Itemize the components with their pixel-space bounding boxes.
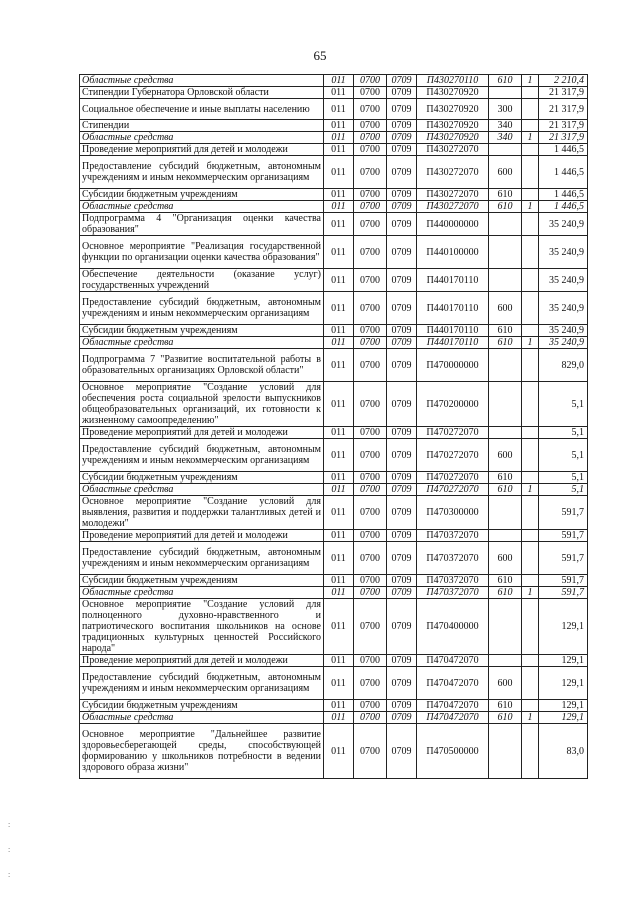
- row-source-flag: [522, 496, 539, 530]
- row-name: Предоставление субсидий бюджетным, автономным учреждениям и иным некоммерческим организациям: [80, 156, 324, 189]
- row-source-flag: [522, 667, 539, 700]
- row-amount: 129,1: [539, 667, 588, 700]
- row-amount: 1 446,5: [539, 201, 588, 213]
- row-target-article: П430270920: [417, 87, 489, 99]
- row-target-article: П440000000: [417, 213, 489, 236]
- row-source-flag: [522, 655, 539, 667]
- row-target-article: П430270920: [417, 120, 489, 132]
- row-amount: 5,1: [539, 484, 588, 496]
- row-ved-code: 011: [324, 349, 354, 382]
- row-target-article: П440170110: [417, 325, 489, 337]
- row-section-code: 0700: [354, 120, 387, 132]
- row-subsection-code: 0709: [387, 712, 417, 724]
- margin-mark: :: [8, 820, 11, 829]
- row-name: Основное мероприятие "Создание условий для обеспечения роста социальной зрелости выпускников общеобразовательных организаций, их готовности к жизненному самоопределению": [80, 382, 324, 427]
- row-target-article: П440100000: [417, 236, 489, 269]
- row-expense-type: 610: [489, 201, 522, 213]
- table-row: [80, 132, 588, 144]
- row-target-article: П470372070: [417, 587, 489, 599]
- row-source-flag: [522, 269, 539, 292]
- row-ved-code: 011: [324, 382, 354, 427]
- table-row: [80, 496, 588, 530]
- table-row: [80, 472, 588, 484]
- row-amount: 5,1: [539, 439, 588, 472]
- row-subsection-code: 0709: [387, 156, 417, 189]
- row-subsection-code: 0709: [387, 667, 417, 700]
- row-ved-code: 011: [324, 599, 354, 655]
- row-section-code: 0700: [354, 156, 387, 189]
- row-amount: 1 446,5: [539, 156, 588, 189]
- row-ved-code: 011: [324, 292, 354, 325]
- table-row: [80, 530, 588, 542]
- table-row: [80, 120, 588, 132]
- row-target-article: П470372070: [417, 575, 489, 587]
- row-source-flag: 1: [522, 75, 539, 87]
- row-source-flag: [522, 530, 539, 542]
- row-source-flag: [522, 575, 539, 587]
- row-target-article: П470272070: [417, 427, 489, 439]
- row-ved-code: 011: [324, 189, 354, 201]
- row-expense-type: [489, 87, 522, 99]
- row-amount: 1 446,5: [539, 144, 588, 156]
- row-expense-type: 600: [489, 542, 522, 575]
- row-expense-type: [489, 530, 522, 542]
- row-expense-type: 600: [489, 667, 522, 700]
- row-expense-type: [489, 382, 522, 427]
- row-target-article: П470472070: [417, 700, 489, 712]
- row-source-flag: [522, 599, 539, 655]
- margin-mark: :: [8, 870, 11, 879]
- row-name: Областные средства: [80, 132, 324, 144]
- row-ved-code: 011: [324, 439, 354, 472]
- row-target-article: П470472070: [417, 712, 489, 724]
- row-target-article: П440170110: [417, 269, 489, 292]
- row-name: Областные средства: [80, 337, 324, 349]
- table-row: [80, 587, 588, 599]
- row-source-flag: [522, 700, 539, 712]
- row-section-code: 0700: [354, 87, 387, 99]
- row-source-flag: 1: [522, 337, 539, 349]
- row-section-code: 0700: [354, 382, 387, 427]
- row-section-code: 0700: [354, 599, 387, 655]
- row-subsection-code: 0709: [387, 87, 417, 99]
- row-expense-type: [489, 724, 522, 779]
- row-ved-code: 011: [324, 542, 354, 575]
- table-row: [80, 349, 588, 382]
- row-name: Областные средства: [80, 587, 324, 599]
- row-target-article: П470400000: [417, 599, 489, 655]
- row-name: Предоставление субсидий бюджетным, автономным учреждениям и иным некоммерческим организациям: [80, 292, 324, 325]
- table-row: [80, 87, 588, 99]
- row-name: Проведение мероприятий для детей и молодежи: [80, 655, 324, 667]
- row-source-flag: [522, 120, 539, 132]
- row-expense-type: 610: [489, 587, 522, 599]
- row-subsection-code: 0709: [387, 269, 417, 292]
- row-target-article: П470500000: [417, 724, 489, 779]
- row-name: Основное мероприятие "Реализация государственной функции по организации оценки качества образования": [80, 236, 324, 269]
- row-amount: 21 317,9: [539, 132, 588, 144]
- row-amount: 21 317,9: [539, 120, 588, 132]
- row-ved-code: 011: [324, 712, 354, 724]
- row-target-article: П430272070: [417, 156, 489, 189]
- row-section-code: 0700: [354, 201, 387, 213]
- table-row: [80, 382, 588, 427]
- row-source-flag: [522, 189, 539, 201]
- row-amount: 35 240,9: [539, 269, 588, 292]
- row-expense-type: [489, 349, 522, 382]
- row-ved-code: 011: [324, 655, 354, 667]
- row-amount: 35 240,9: [539, 236, 588, 269]
- row-amount: 35 240,9: [539, 325, 588, 337]
- row-subsection-code: 0709: [387, 325, 417, 337]
- row-target-article: П470272070: [417, 484, 489, 496]
- table-row: [80, 700, 588, 712]
- row-subsection-code: 0709: [387, 530, 417, 542]
- row-ved-code: 011: [324, 120, 354, 132]
- row-expense-type: 610: [489, 700, 522, 712]
- table-row: [80, 156, 588, 189]
- row-amount: 1 446,5: [539, 189, 588, 201]
- row-target-article: П470272070: [417, 472, 489, 484]
- table-row: [80, 201, 588, 213]
- row-subsection-code: 0709: [387, 599, 417, 655]
- row-subsection-code: 0709: [387, 472, 417, 484]
- row-ved-code: 011: [324, 213, 354, 236]
- row-section-code: 0700: [354, 236, 387, 269]
- row-amount: 21 317,9: [539, 87, 588, 99]
- row-amount: 129,1: [539, 700, 588, 712]
- row-section-code: 0700: [354, 349, 387, 382]
- row-subsection-code: 0709: [387, 337, 417, 349]
- row-amount: 35 240,9: [539, 337, 588, 349]
- row-name: Предоставление субсидий бюджетным, автономным учреждениям и иным некоммерческим организациям: [80, 667, 324, 700]
- row-subsection-code: 0709: [387, 496, 417, 530]
- row-name: Подпрограмма 7 "Развитие воспитательной работы в образовательных организациях Орловской области": [80, 349, 324, 382]
- row-ved-code: 011: [324, 325, 354, 337]
- row-expense-type: 340: [489, 132, 522, 144]
- row-section-code: 0700: [354, 484, 387, 496]
- row-source-flag: [522, 236, 539, 269]
- row-ved-code: 011: [324, 427, 354, 439]
- row-expense-type: 610: [489, 575, 522, 587]
- row-section-code: 0700: [354, 99, 387, 120]
- row-expense-type: [489, 144, 522, 156]
- row-subsection-code: 0709: [387, 201, 417, 213]
- row-source-flag: 1: [522, 484, 539, 496]
- row-target-article: П430272070: [417, 144, 489, 156]
- row-source-flag: [522, 99, 539, 120]
- row-amount: 591,7: [539, 575, 588, 587]
- row-section-code: 0700: [354, 724, 387, 779]
- row-subsection-code: 0709: [387, 144, 417, 156]
- row-amount: 5,1: [539, 472, 588, 484]
- row-section-code: 0700: [354, 144, 387, 156]
- margin-mark: :: [8, 845, 11, 854]
- row-name: Предоставление субсидий бюджетным, автономным учреждениям и иным некоммерческим организациям: [80, 439, 324, 472]
- row-subsection-code: 0709: [387, 700, 417, 712]
- row-source-flag: 1: [522, 132, 539, 144]
- row-section-code: 0700: [354, 132, 387, 144]
- row-target-article: П470200000: [417, 382, 489, 427]
- row-amount: 591,7: [539, 587, 588, 599]
- table-row: [80, 144, 588, 156]
- row-target-article: П470272070: [417, 439, 489, 472]
- row-section-code: 0700: [354, 575, 387, 587]
- table-row: [80, 99, 588, 120]
- row-section-code: 0700: [354, 75, 387, 87]
- row-target-article: П470000000: [417, 349, 489, 382]
- row-subsection-code: 0709: [387, 427, 417, 439]
- row-source-flag: [522, 325, 539, 337]
- row-subsection-code: 0709: [387, 484, 417, 496]
- row-amount: 21 317,9: [539, 99, 588, 120]
- row-subsection-code: 0709: [387, 349, 417, 382]
- row-name: Проведение мероприятий для детей и молодежи: [80, 427, 324, 439]
- row-expense-type: 300: [489, 99, 522, 120]
- row-expense-type: 600: [489, 156, 522, 189]
- row-section-code: 0700: [354, 439, 387, 472]
- row-section-code: 0700: [354, 667, 387, 700]
- row-name: Субсидии бюджетным учреждениям: [80, 189, 324, 201]
- row-source-flag: [522, 472, 539, 484]
- row-section-code: 0700: [354, 587, 387, 599]
- row-subsection-code: 0709: [387, 382, 417, 427]
- row-subsection-code: 0709: [387, 655, 417, 667]
- row-target-article: П470372070: [417, 542, 489, 575]
- row-name: Проведение мероприятий для детей и молодежи: [80, 530, 324, 542]
- row-source-flag: 1: [522, 712, 539, 724]
- row-name: Стипендии: [80, 120, 324, 132]
- table-row: [80, 75, 588, 87]
- row-expense-type: 610: [489, 472, 522, 484]
- row-amount: 129,1: [539, 655, 588, 667]
- row-expense-type: 610: [489, 337, 522, 349]
- row-ved-code: 011: [324, 201, 354, 213]
- row-name: Субсидии бюджетным учреждениям: [80, 700, 324, 712]
- row-target-article: П440170110: [417, 337, 489, 349]
- row-ved-code: 011: [324, 667, 354, 700]
- row-subsection-code: 0709: [387, 236, 417, 269]
- row-ved-code: 011: [324, 530, 354, 542]
- row-name: Подпрограмма 4 "Организация оценки качества образования": [80, 213, 324, 236]
- row-amount: 5,1: [539, 382, 588, 427]
- row-subsection-code: 0709: [387, 213, 417, 236]
- table-row: [80, 439, 588, 472]
- row-source-flag: 1: [522, 201, 539, 213]
- row-name: Социальное обеспечение и иные выплаты населению: [80, 99, 324, 120]
- table-row: [80, 667, 588, 700]
- row-section-code: 0700: [354, 655, 387, 667]
- row-name: Субсидии бюджетным учреждениям: [80, 575, 324, 587]
- row-target-article: П470472070: [417, 667, 489, 700]
- row-target-article: П430272070: [417, 189, 489, 201]
- row-section-code: 0700: [354, 530, 387, 542]
- row-subsection-code: 0709: [387, 575, 417, 587]
- row-amount: 2 210,4: [539, 75, 588, 87]
- row-section-code: 0700: [354, 292, 387, 325]
- row-source-flag: [522, 156, 539, 189]
- row-expense-type: [489, 236, 522, 269]
- row-ved-code: 011: [324, 144, 354, 156]
- row-ved-code: 011: [324, 484, 354, 496]
- row-ved-code: 011: [324, 337, 354, 349]
- table-row: [80, 269, 588, 292]
- table-row: [80, 484, 588, 496]
- page-number: 65: [313, 48, 327, 63]
- row-expense-type: 600: [489, 439, 522, 472]
- row-amount: 591,7: [539, 530, 588, 542]
- table-row: [80, 575, 588, 587]
- row-ved-code: 011: [324, 156, 354, 189]
- row-ved-code: 011: [324, 132, 354, 144]
- row-amount: 129,1: [539, 712, 588, 724]
- row-expense-type: [489, 213, 522, 236]
- row-source-flag: [522, 213, 539, 236]
- row-name: Обеспечение деятельности (оказание услуг) государственных учреждений: [80, 269, 324, 292]
- row-section-code: 0700: [354, 427, 387, 439]
- table-row: [80, 655, 588, 667]
- row-ved-code: 011: [324, 99, 354, 120]
- row-expense-type: [489, 269, 522, 292]
- row-subsection-code: 0709: [387, 724, 417, 779]
- row-section-code: 0700: [354, 712, 387, 724]
- row-name: Областные средства: [80, 75, 324, 87]
- row-target-article: П430270920: [417, 132, 489, 144]
- row-amount: 591,7: [539, 542, 588, 575]
- row-source-flag: [522, 87, 539, 99]
- row-amount: 35 240,9: [539, 292, 588, 325]
- row-subsection-code: 0709: [387, 292, 417, 325]
- row-section-code: 0700: [354, 700, 387, 712]
- row-name: Областные средства: [80, 712, 324, 724]
- row-ved-code: 011: [324, 269, 354, 292]
- row-section-code: 0700: [354, 269, 387, 292]
- row-source-flag: 1: [522, 587, 539, 599]
- row-subsection-code: 0709: [387, 587, 417, 599]
- table-row: [80, 213, 588, 236]
- row-name: Областные средства: [80, 484, 324, 496]
- row-subsection-code: 0709: [387, 189, 417, 201]
- row-section-code: 0700: [354, 542, 387, 575]
- row-amount: 829,0: [539, 349, 588, 382]
- row-name: Проведение мероприятий для детей и молодежи: [80, 144, 324, 156]
- table-row: [80, 724, 588, 779]
- row-name: Областные средства: [80, 201, 324, 213]
- row-subsection-code: 0709: [387, 99, 417, 120]
- row-target-article: П430270110: [417, 75, 489, 87]
- row-expense-type: 340: [489, 120, 522, 132]
- table-row: [80, 292, 588, 325]
- row-target-article: П470472070: [417, 655, 489, 667]
- table-row: [80, 236, 588, 269]
- row-subsection-code: 0709: [387, 132, 417, 144]
- row-name: Основное мероприятие "Дальнейшее развитие здоровьесберегающей среды, способствующей формированию у школьников потребности в ведении здорового образа жизни": [80, 724, 324, 779]
- row-expense-type: 610: [489, 189, 522, 201]
- row-ved-code: 011: [324, 724, 354, 779]
- row-name: Стипендии Губернатора Орловской области: [80, 87, 324, 99]
- row-name: Предоставление субсидий бюджетным, автономным учреждениям и иным некоммерческим организациям: [80, 542, 324, 575]
- row-source-flag: [522, 349, 539, 382]
- row-section-code: 0700: [354, 472, 387, 484]
- row-expense-type: [489, 427, 522, 439]
- row-source-flag: [522, 292, 539, 325]
- row-ved-code: 011: [324, 75, 354, 87]
- row-section-code: 0700: [354, 337, 387, 349]
- row-expense-type: [489, 655, 522, 667]
- table-row: [80, 325, 588, 337]
- row-target-article: П440170110: [417, 292, 489, 325]
- row-source-flag: [522, 382, 539, 427]
- row-expense-type: 610: [489, 75, 522, 87]
- row-ved-code: 011: [324, 575, 354, 587]
- budget-table: [79, 74, 588, 779]
- row-expense-type: 610: [489, 484, 522, 496]
- table-row: [80, 337, 588, 349]
- row-subsection-code: 0709: [387, 120, 417, 132]
- row-ved-code: 011: [324, 472, 354, 484]
- row-name: Субсидии бюджетным учреждениям: [80, 472, 324, 484]
- row-source-flag: [522, 439, 539, 472]
- row-expense-type: 610: [489, 325, 522, 337]
- table-row: [80, 599, 588, 655]
- row-section-code: 0700: [354, 496, 387, 530]
- row-amount: 83,0: [539, 724, 588, 779]
- row-target-article: П470300000: [417, 496, 489, 530]
- row-name: Основное мероприятие "Создание условий для полноценного духовно-нравственного и патриотического воспитания школьников на основе традиционных культурных ценностей Российского народа": [80, 599, 324, 655]
- row-subsection-code: 0709: [387, 75, 417, 87]
- row-subsection-code: 0709: [387, 439, 417, 472]
- row-section-code: 0700: [354, 213, 387, 236]
- table-row: [80, 712, 588, 724]
- row-amount: 35 240,9: [539, 213, 588, 236]
- row-ved-code: 011: [324, 496, 354, 530]
- row-section-code: 0700: [354, 325, 387, 337]
- row-subsection-code: 0709: [387, 542, 417, 575]
- row-amount: 5,1: [539, 427, 588, 439]
- row-ved-code: 011: [324, 700, 354, 712]
- row-target-article: П470372070: [417, 530, 489, 542]
- row-ved-code: 011: [324, 236, 354, 269]
- table-row: [80, 542, 588, 575]
- row-name: Субсидии бюджетным учреждениям: [80, 325, 324, 337]
- row-name: Основное мероприятие "Создание условий для выявления, развития и поддержки талантливых детей и молодежи": [80, 496, 324, 530]
- row-source-flag: [522, 724, 539, 779]
- row-expense-type: [489, 496, 522, 530]
- table-row: [80, 427, 588, 439]
- row-target-article: П430270920: [417, 99, 489, 120]
- row-source-flag: [522, 144, 539, 156]
- row-section-code: 0700: [354, 189, 387, 201]
- row-expense-type: 600: [489, 292, 522, 325]
- row-source-flag: [522, 542, 539, 575]
- row-ved-code: 011: [324, 87, 354, 99]
- row-ved-code: 011: [324, 587, 354, 599]
- row-amount: 129,1: [539, 599, 588, 655]
- row-expense-type: 610: [489, 712, 522, 724]
- row-source-flag: [522, 427, 539, 439]
- row-target-article: П430272070: [417, 201, 489, 213]
- row-expense-type: [489, 599, 522, 655]
- table-row: [80, 189, 588, 201]
- row-amount: 591,7: [539, 496, 588, 530]
